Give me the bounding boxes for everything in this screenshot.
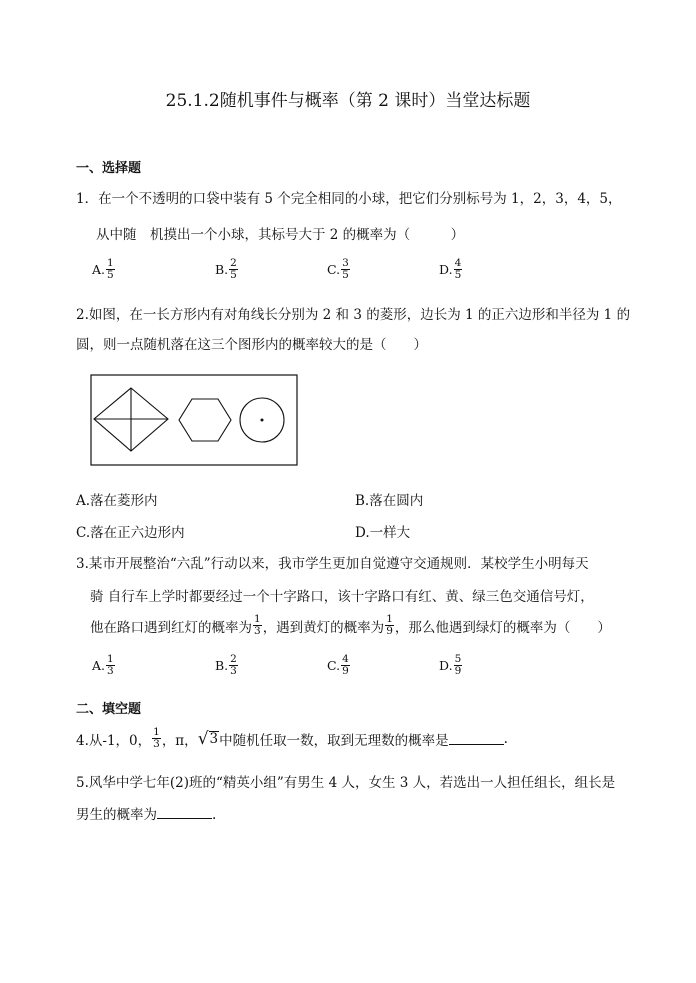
radical-sign: √ [197, 728, 209, 749]
denominator: 5 [230, 269, 237, 281]
shapes-figure [90, 374, 298, 466]
q2-option-a: A.落在菱形内 [76, 493, 158, 509]
answer-blank[interactable] [157, 806, 212, 819]
fraction [229, 654, 238, 677]
q2-option-c: C.落在正六边形内 [76, 525, 185, 541]
denominator: 5 [342, 269, 349, 281]
numerator: 3 [342, 257, 349, 269]
fraction [454, 258, 463, 281]
option-letter: A. [92, 262, 106, 277]
option-letter: B. [215, 262, 229, 277]
q4-prefix: 4.从-1，0， [76, 732, 152, 749]
q5-text: 男生的概率为 [76, 807, 157, 823]
fraction-yellow [385, 614, 394, 637]
numerator: 2 [230, 257, 237, 269]
numerator: 1 [254, 613, 261, 625]
q3-text-b: ，遇到黄灯的概率为 [262, 619, 385, 636]
question-1-line-1: 1．在一个不透明的口袋中装有 5 个完全相同的小球，把它们分别标号为 1，2，3，4，5， [76, 191, 622, 207]
answer-blank[interactable] [449, 732, 504, 745]
option-letter: D. [439, 262, 453, 277]
fraction [106, 654, 115, 677]
q3-text-c: ，那么他遇到绿灯的概率为（ ） [394, 619, 611, 636]
question-3-line-3 [90, 614, 611, 637]
denominator: 5 [107, 269, 114, 281]
question-5-line-2 [76, 803, 216, 823]
numerator: 1 [153, 726, 160, 738]
denominator: 9 [386, 625, 393, 637]
denominator: 5 [454, 269, 462, 281]
q1-option-b [215, 258, 239, 281]
fraction [454, 654, 463, 677]
q1-option-c [327, 258, 351, 281]
q4-suffix: 中随机任取一数，取到无理数的概率是 [219, 732, 449, 749]
q2-option-b: B.落在圆内 [355, 493, 424, 509]
numerator: 4 [342, 653, 349, 665]
question-2-line-1: 2.如图，在一长方形内有对角线长分别为 2 和 3 的菱形，边长为 1 的正六边形和半径为 1 的 [76, 307, 631, 323]
rhombus-shape [94, 388, 168, 451]
question-4 [76, 727, 508, 750]
fraction [341, 258, 350, 281]
question-3-line-2: 骑 自行车上学时都要经过一个十字路口，该十字路口有红、黄、绿三色交通信号灯， [90, 589, 594, 605]
square-root [197, 728, 219, 749]
fraction [341, 654, 350, 677]
denominator: 3 [230, 665, 237, 677]
question-2-line-2: 圆，则一点随机落在这三个图形内的概率较大的是（ ） [76, 337, 427, 353]
numerator: 1 [386, 613, 393, 625]
fraction [106, 258, 115, 281]
circle-center-dot [261, 419, 264, 422]
q5-end: . [212, 807, 217, 823]
q3-option-b [215, 654, 239, 677]
radicand: 3 [209, 730, 219, 747]
fraction [152, 727, 161, 750]
numerator: 1 [107, 653, 114, 665]
numerator: 1 [107, 257, 114, 269]
option-letter: A. [92, 658, 106, 673]
denominator: 3 [153, 738, 160, 750]
question-1-line-2: 从中随 机摸出一个小球，其标号大于 2 的概率为（ ） [96, 227, 465, 243]
hexagon-shape [179, 399, 231, 441]
question-5-line-1: 5.风华中学七年(2)班的“精英小组”有男生 4 人，女生 3 人，若选出一人担任组长，组长是 [76, 775, 616, 791]
question-3-line-1: 3.某市开展整治“六乱”行动以来，我市学生更加自觉遵守交通规则．某校学生小明每天 [76, 556, 589, 572]
q3-option-d [439, 654, 463, 677]
option-letter: B. [215, 658, 229, 673]
q4-end: . [503, 730, 508, 747]
option-letter: C. [327, 658, 341, 673]
q1-option-a [92, 258, 116, 281]
q3-option-a [92, 654, 116, 677]
numerator: 5 [454, 653, 462, 665]
q3-option-c [327, 654, 351, 677]
denominator: 3 [107, 665, 114, 677]
section-heading-choice: 一、选择题 [76, 161, 142, 176]
option-letter: C. [327, 262, 341, 277]
rectangle-frame [91, 375, 297, 465]
page-title: 25.1.2随机事件与概率（第 2 课时）当堂达标题 [165, 91, 531, 111]
fraction-red [253, 614, 262, 637]
denominator: 3 [254, 625, 261, 637]
section-heading-fill: 二、填空题 [76, 702, 142, 717]
option-letter: D. [439, 658, 453, 673]
numerator: 4 [454, 257, 462, 269]
denominator: 9 [454, 665, 462, 677]
q3-text-a: 他在路口遇到红灯的概率为 [90, 619, 252, 636]
q4-mid: ，π， [161, 732, 198, 749]
fraction [229, 258, 238, 281]
denominator: 9 [342, 665, 349, 677]
numerator: 2 [230, 653, 237, 665]
q2-option-d: D.一样大 [355, 525, 411, 541]
q1-option-d [439, 258, 463, 281]
